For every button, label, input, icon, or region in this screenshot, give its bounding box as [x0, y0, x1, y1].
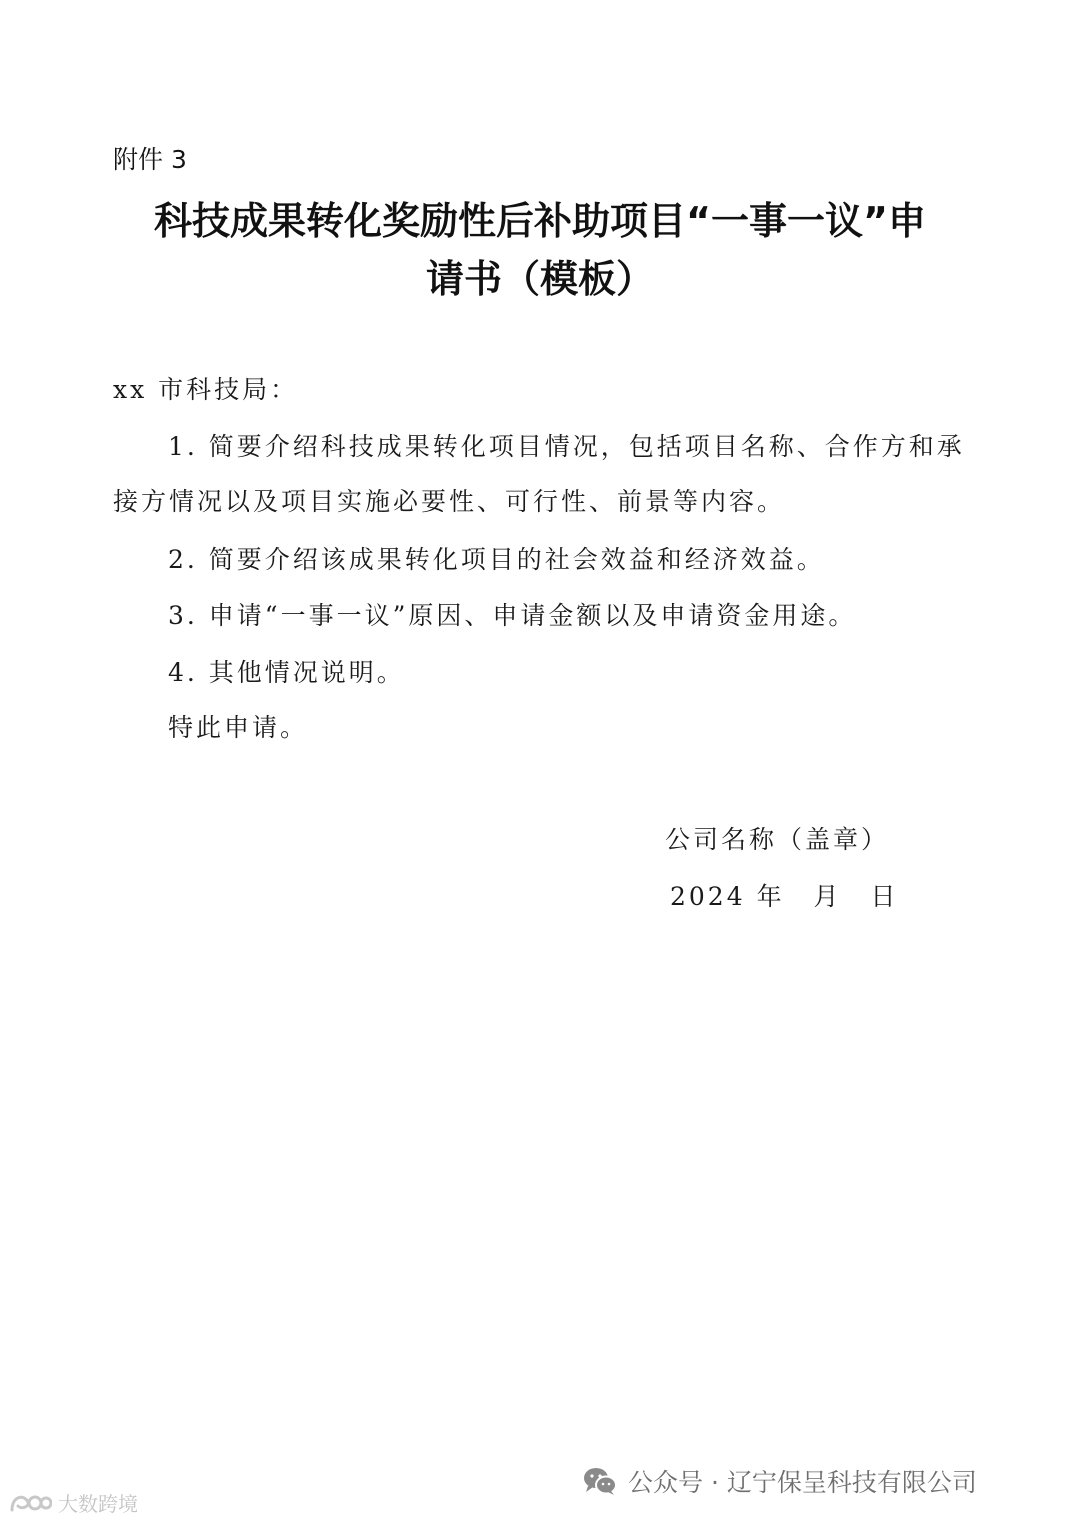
watermark-logo-icon	[8, 1490, 52, 1516]
item-2: 2. 简要介绍该成果转化项目的社会效益和经济效益。	[168, 545, 825, 574]
date-year: 2024	[670, 882, 746, 911]
date-day-unit: 日	[870, 882, 899, 911]
item-1-line-2: 接方情况以及项目实施必要性、可行性、前景等内容。	[113, 487, 786, 516]
watermark	[8, 1488, 138, 1517]
wechat-attribution	[582, 1463, 977, 1499]
item-4: 4. 其他情况说明。	[168, 658, 405, 687]
closing-text: 特此申请。	[168, 713, 309, 742]
wechat-account-text: 公众号 · 辽宁保呈科技有限公司	[628, 1468, 977, 1497]
wechat-icon	[582, 1466, 618, 1496]
document-title-line-1: 科技成果转化奖励性后补助项目“一事一议”申	[154, 199, 926, 243]
watermark-text: 大数跨境	[58, 1492, 138, 1516]
item-1-line-1: 1. 简要介绍科技成果转化项目情况，包括项目名称、合作方和承	[168, 432, 965, 461]
company-signature: 公司名称（盖章）	[665, 825, 890, 854]
salutation: xx 市科技局：	[113, 375, 299, 404]
attachment-label: 附件 3	[113, 145, 187, 174]
item-3: 3. 申请“一事一议”原因、申请金额以及申请资金用途。	[168, 601, 857, 630]
document-title-line-2: 请书（模板）	[425, 257, 654, 301]
date-month-unit: 月	[813, 882, 842, 911]
date-year-unit: 年	[756, 882, 785, 911]
signature-date	[670, 877, 899, 913]
